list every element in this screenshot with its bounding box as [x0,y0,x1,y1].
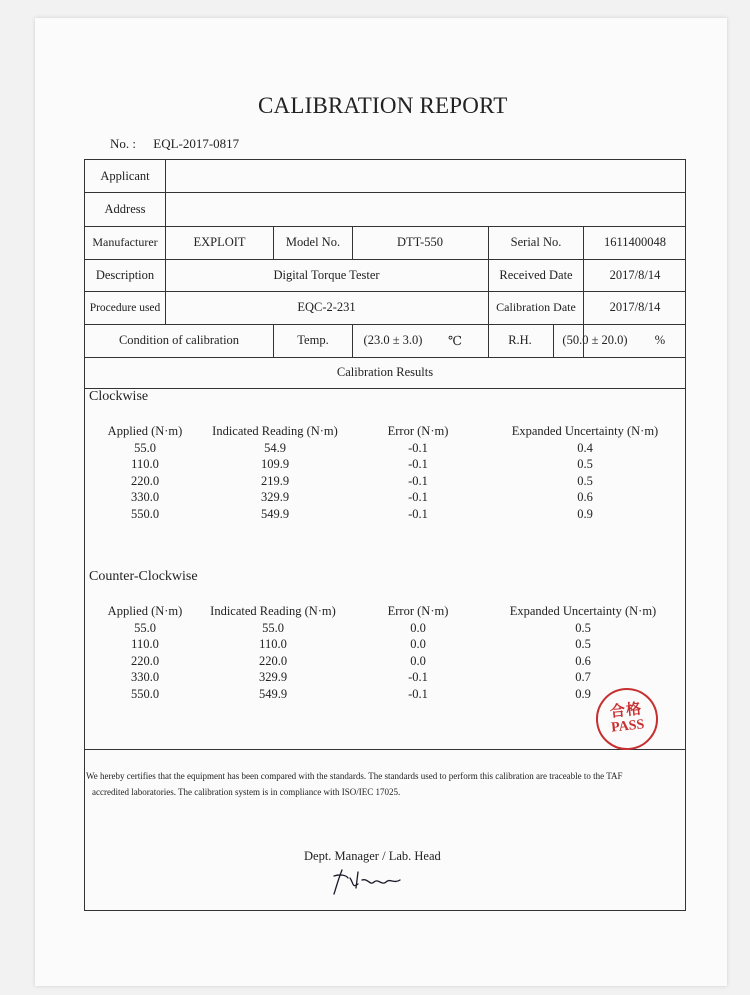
ccw-applied-column [100,603,190,702]
cw-uncertainty-value: 0.5 [577,457,593,471]
cw-applied-value: 330.0 [130,490,160,504]
ccw-uncertainty-value: 0.5 [575,637,591,651]
cw-applied-value: 220.0 [130,473,160,488]
ccw-uncertainty-column [498,603,668,702]
indicated-header: Indicated Reading (N·m) [210,604,336,618]
model-label: Model No. [285,235,341,249]
temp-unit: ℃ [448,333,462,348]
cw-uncertainty-value: 0.9 [577,506,593,521]
cw-indicated-value: 219.9 [260,473,290,488]
applicant-value [166,160,684,192]
cw-error-value: -0.1 [408,490,428,504]
cw-uncertainty-column [500,423,670,522]
ccw-applied-value: 55.0 [134,620,156,635]
ccw-uncertainty-value: 0.5 [575,620,591,635]
ccw-applied-value: 110.0 [131,637,159,651]
signature [328,864,408,898]
ccw-applied-value: 220.0 [130,653,160,668]
rh-label: R.H. [508,333,532,347]
cw-uncertainty-value: 0.6 [577,490,593,504]
model-value: DTT-550 [396,235,444,249]
cw-indicated-value: 109.9 [260,457,290,471]
serial-label: Serial No. [510,235,562,249]
ccw-indicated-value: 110.0 [259,637,287,651]
cw-uncertainty-value: 0.4 [577,440,593,455]
received-date-value: 2017/8/14 [609,267,661,282]
clockwise-title: Clockwise [89,389,149,404]
cw-applied-value: 110.0 [131,457,159,471]
cw-error-value: -0.1 [408,473,428,488]
description-label: Description [95,267,155,282]
address-value [166,193,684,226]
row-divider [85,388,685,389]
counter-clockwise-title: Counter-Clockwise [89,569,198,584]
ccw-error-value: 0.0 [410,620,426,635]
ccw-error-value: 0.0 [410,653,426,668]
error-header: Error (N·m) [387,604,449,618]
ccw-error-column [372,603,464,702]
received-date-label: Received Date [499,267,573,282]
procedure-label: Procedure used [89,301,161,314]
ccw-error-value: 0.0 [410,637,426,651]
stamp-text-en: PASS [610,717,646,736]
rh-value: (50.0 ± 20.0) [562,333,628,347]
applicant-label: Applicant [100,168,150,183]
calibration-date-label: Calibration Date [496,300,576,314]
cw-uncertainty-value: 0.5 [577,473,593,488]
address-label: Address [104,202,146,216]
ccw-indicated-value: 329.9 [258,670,288,684]
ccw-uncertainty-value: 0.6 [575,653,591,668]
signature-title: Dept. Manager / Lab. Head [304,849,441,863]
cw-applied-column [100,423,190,522]
cw-error-value: -0.1 [408,457,428,471]
stamp-text-cn: 合格 [609,701,643,721]
certification-line: We hereby certifies that the equipment has been compared with the standards. The standards used to perform this calibration are traceable to the TAF [86,771,623,781]
description-value: Digital Torque Tester [273,267,380,282]
serial-value: 1611400048 [603,235,667,249]
report-title: CALIBRATION REPORT [258,93,508,118]
temp-label: Temp. [297,333,329,347]
manufacturer-label: Manufacturer [92,235,158,249]
results-title: Calibration Results [336,365,434,379]
ccw-uncertainty-value: 0.7 [575,670,591,684]
condition-label: Condition of calibration [118,333,240,347]
ccw-applied-value: 550.0 [130,686,160,701]
ccw-applied-value: 330.0 [130,670,160,684]
cw-indicated-value: 329.9 [260,490,290,504]
procedure-value: EQC-2-231 [297,300,356,314]
cw-indicated-column [200,423,350,522]
cw-indicated-value: 54.9 [264,440,286,455]
cw-applied-value: 55.0 [134,440,156,455]
calibration-date-value: 2017/8/14 [609,300,661,314]
ccw-uncertainty-value: 0.9 [575,686,591,701]
ccw-error-value: -0.1 [408,670,428,684]
error-header: Error (N·m) [387,424,449,438]
ccw-indicated-value: 220.0 [258,653,288,668]
uncertainty-header: Expanded Uncertainty (N·m) [509,604,657,618]
cw-applied-value: 550.0 [130,506,160,521]
manufacturer-value: EXPLOIT [193,235,246,249]
certification-line: accredited laboratories. The calibration system is in compliance with ISO/IEC 17025. [92,787,401,797]
ccw-error-value: -0.1 [408,686,428,701]
applied-header: Applied (N·m) [107,424,183,438]
section-divider [85,749,685,750]
applied-header: Applied (N·m) [107,604,183,618]
certification-statement [86,768,686,800]
cw-error-value: -0.1 [408,440,428,455]
ccw-indicated-value: 549.9 [258,686,288,701]
temp-value: (23.0 ± 3.0) [363,333,423,347]
rh-unit: % [654,333,666,347]
ccw-indicated-column [198,603,348,702]
cw-indicated-value: 549.9 [260,506,290,521]
report-number [110,136,239,152]
uncertainty-header: Expanded Uncertainty (N·m) [511,424,659,438]
report-number-label: No. : [110,136,136,151]
report-number-value: EQL-2017-0817 [153,136,240,151]
cw-error-column [372,423,464,522]
indicated-header: Indicated Reading (N·m) [212,424,338,438]
ccw-indicated-value: 55.0 [262,620,284,635]
cw-error-value: -0.1 [408,506,428,521]
